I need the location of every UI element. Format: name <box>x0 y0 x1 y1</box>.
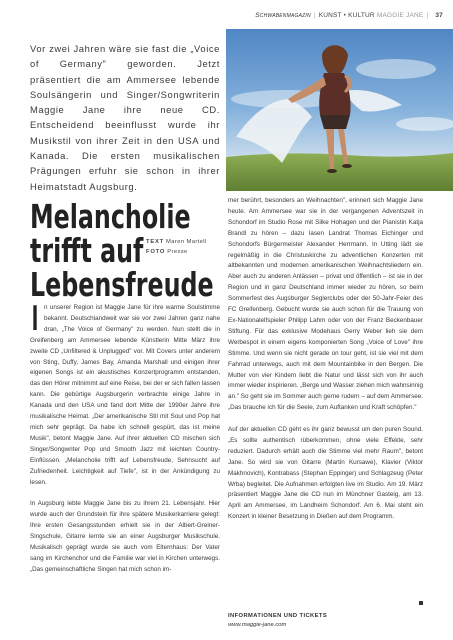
page-number: 37 <box>435 12 443 19</box>
title-line-2: trifft auf <box>30 231 144 270</box>
drop-cap: I <box>30 299 41 339</box>
photo-credit-name: Presse <box>167 248 188 255</box>
article-column-right <box>228 196 423 534</box>
info-heading: INFORMATIONEN UND TICKETS <box>228 613 328 619</box>
website-link[interactable]: www.maggie-jane.com <box>228 621 287 628</box>
intro-paragraph: Vor zwei Jahren wäre sie fast die „Voice of Germany" geworden. Jetzt präsentiert die am Ammersee lebende Soulsängerin und Singer/Songwriterin Maggie Jane ihre neue CD. Entscheidend beeinflusst wurde ihr Musikstil von ihrer Zeit in den USA und Kanada. Die ersten musikalischen Prägungen erfuhr sie schon in ihrer Heimatstadt Augsburg. <box>30 43 220 192</box>
section-name: KUNST • KULTUR <box>318 12 375 19</box>
artist-photo-illustration <box>226 29 453 191</box>
end-of-article-mark <box>419 601 423 605</box>
article-credits <box>146 238 207 257</box>
info-box <box>228 612 327 629</box>
article-paragraph-2: In Augsburg lebte Maggie Jane bis zu ihrem 21. Lebensjahr. Hier wurde auch der Grundstein für ihre spätere Musikerkarriere gelegt: Ihre ersten Gesangsstunden erhielt sie in der Albert-Greiner-Singschule, Gitarre lernte sie an einer Augsburger Musikschule. Musikalisch geprägt wurde sie auch vom Elternhaus: Der Vater sang im Kirchenchor und die Familie war viel in Kirchen unterwegs. „Das gemeinschaftliche Singen hat mich schon im- <box>30 500 220 573</box>
article-paragraph-3: mer berührt, besonders an Weihnachten", erinnert sich Maggie Jane heute. Am Ammersee war sie in der vergangenen Adventszeit in Schondorf im Studio Rose mit Silke Hohagen und der Pianistin Katja Brandl zu hören – dazu lasen Landrat Thomas Eichinger und Schondorfs Bürgermeister Alexander Herrmann. In Utting lädt sie regelmäßig in die Christuskirche zu adventlichen Konzerten mit altbekannten und modernen amerikanischen Weihnachtsliedern ein. Aber auch zu anderen Anlässen – privat und öffentlich – ist sie in der Region und in ganz Deutschland immer wieder zu hören, so beim Sommerfest des Augsburger Seglerclubs oder der 50-Jahr-Feier des FC Greifenberg. Gebucht wurde sie auch schon für die Trauung von Ex-Nationalelfspieler Philipp Lahm oder von der Franz Beckenbauer Stiftung. Für das exklusive Modehaus Gerry Weber lieh sie dem Werbespot in einem eigens komponierten Song „Voice of Love" ihre Stimme. Und wenn sie nicht gerade on tour geht, ist sie viel mit dem Fahrrad unterwegs, auch mit dem Mountainbike in den Bergen. Die Mutter von vier Kindern liebt die Natur und lässt sich von ihr auch immer wieder inspirieren. „Berge und Wasser ziehen mich wahnsinnig an." So geht sie im Sommer auch gerne rudern – auf dem Ammersee. „Das brauche ich für die Seele, zum Auftanken und Kraft schöpfen." <box>228 197 423 412</box>
artist-photo <box>226 29 453 191</box>
paragraph-1-text: n unserer Region ist Maggie Jane für ihre warme Soulstimme bekannt. Deutschlandweit war sie vor zwei Jahren ganz nahe dran, „The Voice of Germany" zu werden. Nun stellt die in Greifenberg am Ammersee lebende Künstlerin Mitte März ihre zweite CD „Unfiltered & Unplugged" vor. Mit Covers unter anderem von Sting, Duffy, James Bay, Amanda Marshall und einigen ihrer eigenen Songs ist ein akustisches Konzertprogramm entstanden, das den Hörer mitnimmt auf eine Reise, bei der er sich fallen lassen kann. Die gebürtige Augsburgerin verbrachte einige Jahre in Kanada und den USA und fand dort Mitte der 1990er Jahre ihre musikalische Heimat. „Der amerikanische Stil mit Soul und Pop hat mich sehr geprägt. Da habe ich schnell gespürt, das ist meine Musik", betont Maggie Jane. Auf ihrer aktuellen CD mischen sich Singer/Songwriter Pop und Smooth Jazz mit leichten Country-Einflüssen. „Melancholie trifft auf Lebensfreude, Sehnsucht auf Zufriedenheit. Leichtigkeit auf Tiefe", ist in der Ankündigung zu lesen. <box>30 304 220 486</box>
article-paragraph-1 <box>30 299 220 488</box>
text-credit-name: Maren Martell <box>166 239 207 245</box>
text-credit-label: TEXT <box>146 239 165 245</box>
article-paragraph-4: Auf der aktuellen CD geht es ihr ganz bewusst um den puren Sound. „Es sollte authentisch rüberkommen, ohne viele Effekte, sehr reduziert. Dadurch erhält auch die Stimme viel mehr Raum", betont Jane. So wird sie von Gitarre (Martin Kursawe), Klavier (Viktor Makhnovich), Kontrabass (Stephan Eppinger) und Schlagzeug (Peter Wrba) begleitet. Die Aufnahmen erfolgten live im Studio. Am 19. März präsentiert Maggie Jane die CD nun im Münchner Gasteig, am 13. April am Ammersee, im Landheim Schondorf. Am 6. Mai steht ein Konzert in kleiner Besetzung in Dießen auf dem Programm. <box>228 426 423 521</box>
magazine-name: Schwabenmagazin <box>255 12 311 19</box>
topic-name: MAGGIE JANE <box>376 12 424 19</box>
photo-credit-label: FOTO <box>146 248 166 255</box>
title-line-1: Melancholie <box>30 197 191 236</box>
title-line-3: Lebensfreude <box>30 265 214 304</box>
article-column-left <box>30 299 220 587</box>
page-header: Schwabenmagazin | KUNST • KULTUR MAGGIE JANE | 37 <box>255 12 443 19</box>
